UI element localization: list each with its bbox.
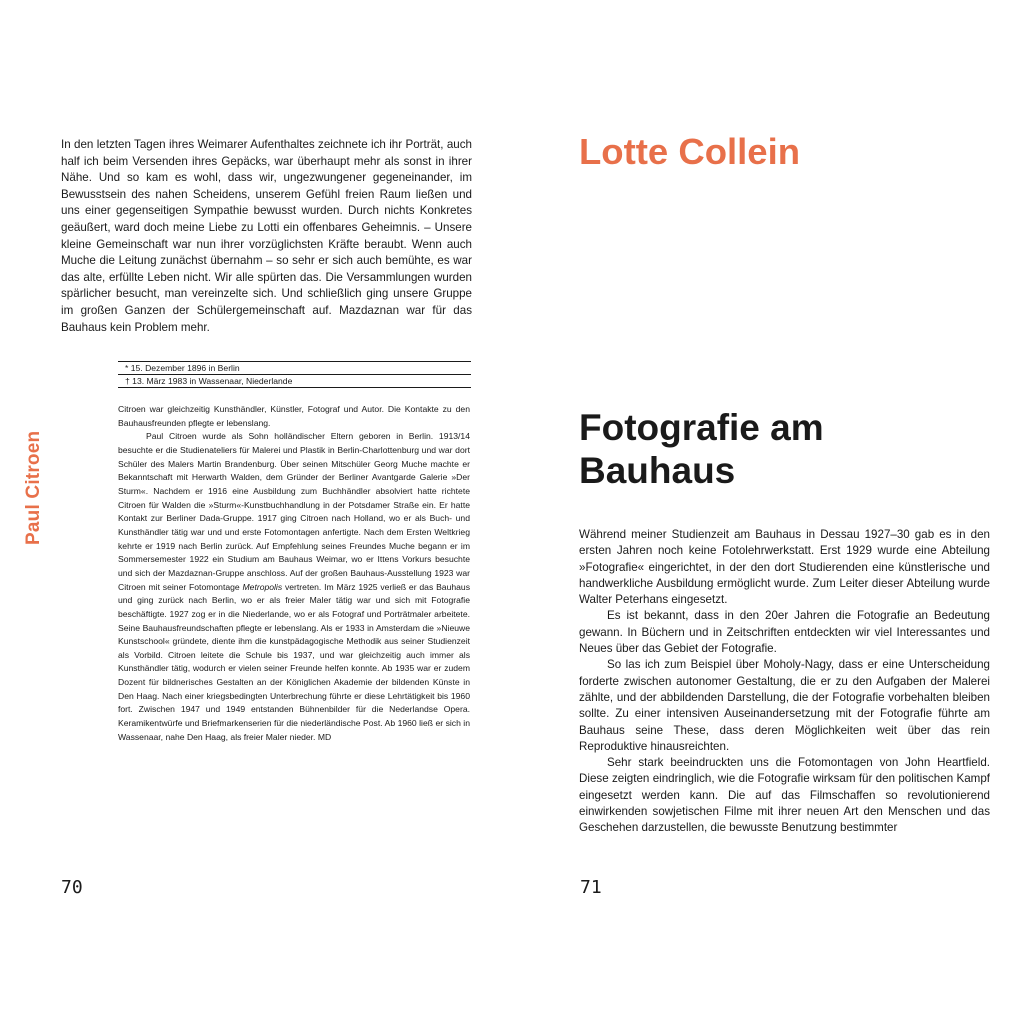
bio-paragraph: Citroen war gleichzeitig Kunsthändler, Künstler, Fotograf und Autor. Die Kontakte zu den Bauhausfreunden pflegte er lebenslang. bbox=[118, 404, 470, 428]
body-paragraph: Sehr stark beeindruckten uns die Fotomontagen von John Heartfield. Diese zeigten eindringlich, wie die Fotografie wirksam für den politischen Kampf eingesetzt werden kann. Die auf das Filmschaffen so revolutionierend einwirkenden sowjetischen Filme mit ihrer neuen Art den Menschen und das Geschehen darzustellen, die bewusste Benutzung bestimmter bbox=[579, 756, 990, 835]
section-heading: Fotografie am Bauhaus bbox=[579, 407, 824, 491]
bio-paragraph bbox=[118, 430, 470, 744]
bio-text-part: Paul Citroen wurde als Sohn holländischer Eltern geboren in Berlin. 1913/14 besuchte er die Studienateliers für Malerei und Plastik in Berlin-Charlottenburg und war dort Schüler des Malers Martin Brandenburg. Über seinen Mitschüler Georg Muche machte er Bekanntschaft mit Herwarth Walden, dem Gründer der Berliner Avantgarde Galerie »Der Sturm«. Nachdem er 1916 eine Ausbildung zum Buchhändler absolviert hatte richtete Citroen für Walden die »Sturm«-Kunstbuchhandlung in der Potsdamer Straße ein. Er hatte Kontakt zur Berliner Dada-Gruppe. 1917 ging Citroen nach Holland, wo er als Buch- und Kunsthändler tätig war und und erste Fotomontagen anfertigte. Nach dem Ersten Weltkrieg kehrte er 1919 nach Berlin zurück. Auf Empfehlung seines Freundes Muche begann er im Sommersemester 1922 ein Studium am Bauhaus Weimar, wo er Ittens Vorkurs besuchte und sich der Mazdaznan-Gruppe anschloss. Auf der großen Bauhaus-Ausstellung 1923 war Citroen mit seiner Fotomontage bbox=[118, 431, 470, 592]
intro-text: In den letzten Tagen ihres Weimarer Aufenthaltes zeichnete ich ihr Porträt, auch half ich beim Versenden ihres Gepäcks, war überhaupt mehr als sonst in ihrer Nähe. Und so kam es wohl, dass wir, ungezwungener gegeneinander, im Bewusstsein des nahen Scheidens, unserem Gefühl freien Raum ließen und uns einer gegenseitigen Sympathie bewusst wurden. Durch nichts Konkretes geäußert, ward doch meine Liebe zu Lotti ein offenbares Geheimnis. – Unsere kleine Gemeinschaft war nun ihrer vorzüglichsten Kräfte beraubt. Wenn auch Muche die Leitung zunächst übernahm – so sehr er sich auch bemühte, es war das alte, erfüllte Leben nicht. Wir alle spürten das. Die Versammlungen wurden spärlicher besucht, man vereinzelte sich. Und schließlich ging unsere Gruppe im großen Ganzen der Schülergemeinschaft auf. Mazdaznan war für das Bauhaus kein Problem mehr. bbox=[61, 138, 472, 334]
birth-date: * 15. Dezember 1896 in Berlin bbox=[118, 361, 471, 374]
body-text bbox=[579, 527, 990, 837]
right-page bbox=[512, 0, 1024, 1024]
biography bbox=[118, 403, 470, 744]
body-paragraph: Es ist bekannt, dass in den 20er Jahren die Fotografie an Bedeutung gewann. In Büchern und in Zeitschriften entdeckten wir viel Interessantes und Neues über das Gebiet der Fotografie. bbox=[579, 609, 990, 656]
page-number-right: 71 bbox=[580, 877, 602, 898]
bio-text-part: vertreten. Im März 1925 verließ er das Bauhaus und ging zurück nach Berlin, wo er als freier Maler tätig war und sich mit Fotografie beschäftigte. 1927 zog er in die Niederlande, wo er als Fotograf und Porträtmaler arbeitete. Seine Bauhausfreundschaften pflegte er lebenslang. Als er 1933 in Amsterdam die »Nieuwe Kunstschool« gründete, diente ihm die kunstpädagogische Methodik aus seiner Studienzeit als Vorbild. Citroen leitete die Schule bis 1937, und war gleichzeitig auch immer als Kunsthändler tätig, wodurch er vielen seiner Freunde helfen konnte. Ab 1935 war er zudem Dozent für bildnerisches Gestalten an der Königlichen Akademie der bildenden Künste in Den Haag. Nach einer kriegsbedingten Unterbrechung führte er diese Lehrtätigkeit bis 1960 fort. Zwischen 1947 und 1949 entstanden Bühnenbilder für die Nederlandse Opera. Keramikentwürfe und Briefmarkenserien für die niederländische Post. Ab 1960 ließ er sich in Wassenaar, nahe Den Haag, als freier Maler nieder. MD bbox=[118, 581, 470, 742]
vertical-person-name: Paul Citroen bbox=[23, 430, 44, 545]
artwork-title: Metropolis bbox=[242, 581, 283, 592]
person-name-heading: Lotte Collein bbox=[579, 131, 801, 172]
death-date: † 13. März 1983 in Wassenaar, Niederlande bbox=[118, 374, 471, 388]
page-number-left: 70 bbox=[61, 877, 83, 898]
body-paragraph: So las ich zum Beispiel über Moholy-Nagy, dass er eine Unterscheidung forderte zwischen autonomer Gestaltung, die er zu den Aufgaben der Malerei zählte, und der abbildenden Darstellung, die der Fotografie vorbehalten bleiben sollte. Zu einer intensiven Auseinandersetzung mit der Fotografie führte am Bauhaus seine These, dass deren Möglichkeiten weit über das rein Reproduktive hinausreichten. bbox=[579, 658, 990, 753]
bio-facts bbox=[118, 361, 471, 388]
body-paragraph: Während meiner Studienzeit am Bauhaus in Dessau 1927–30 gab es in den ersten Jahren noch keine Fotolehrwerkstatt. Erst 1929 wurde eine Abteilung »Fotografie« eingerichtet, in der den dort Studierenden eine künstlerische und handwerkliche Ausbildung ermöglicht wurde. Zum Leiter dieser Abteilung wurde Walter Peterhans eingesetzt. bbox=[579, 528, 990, 607]
